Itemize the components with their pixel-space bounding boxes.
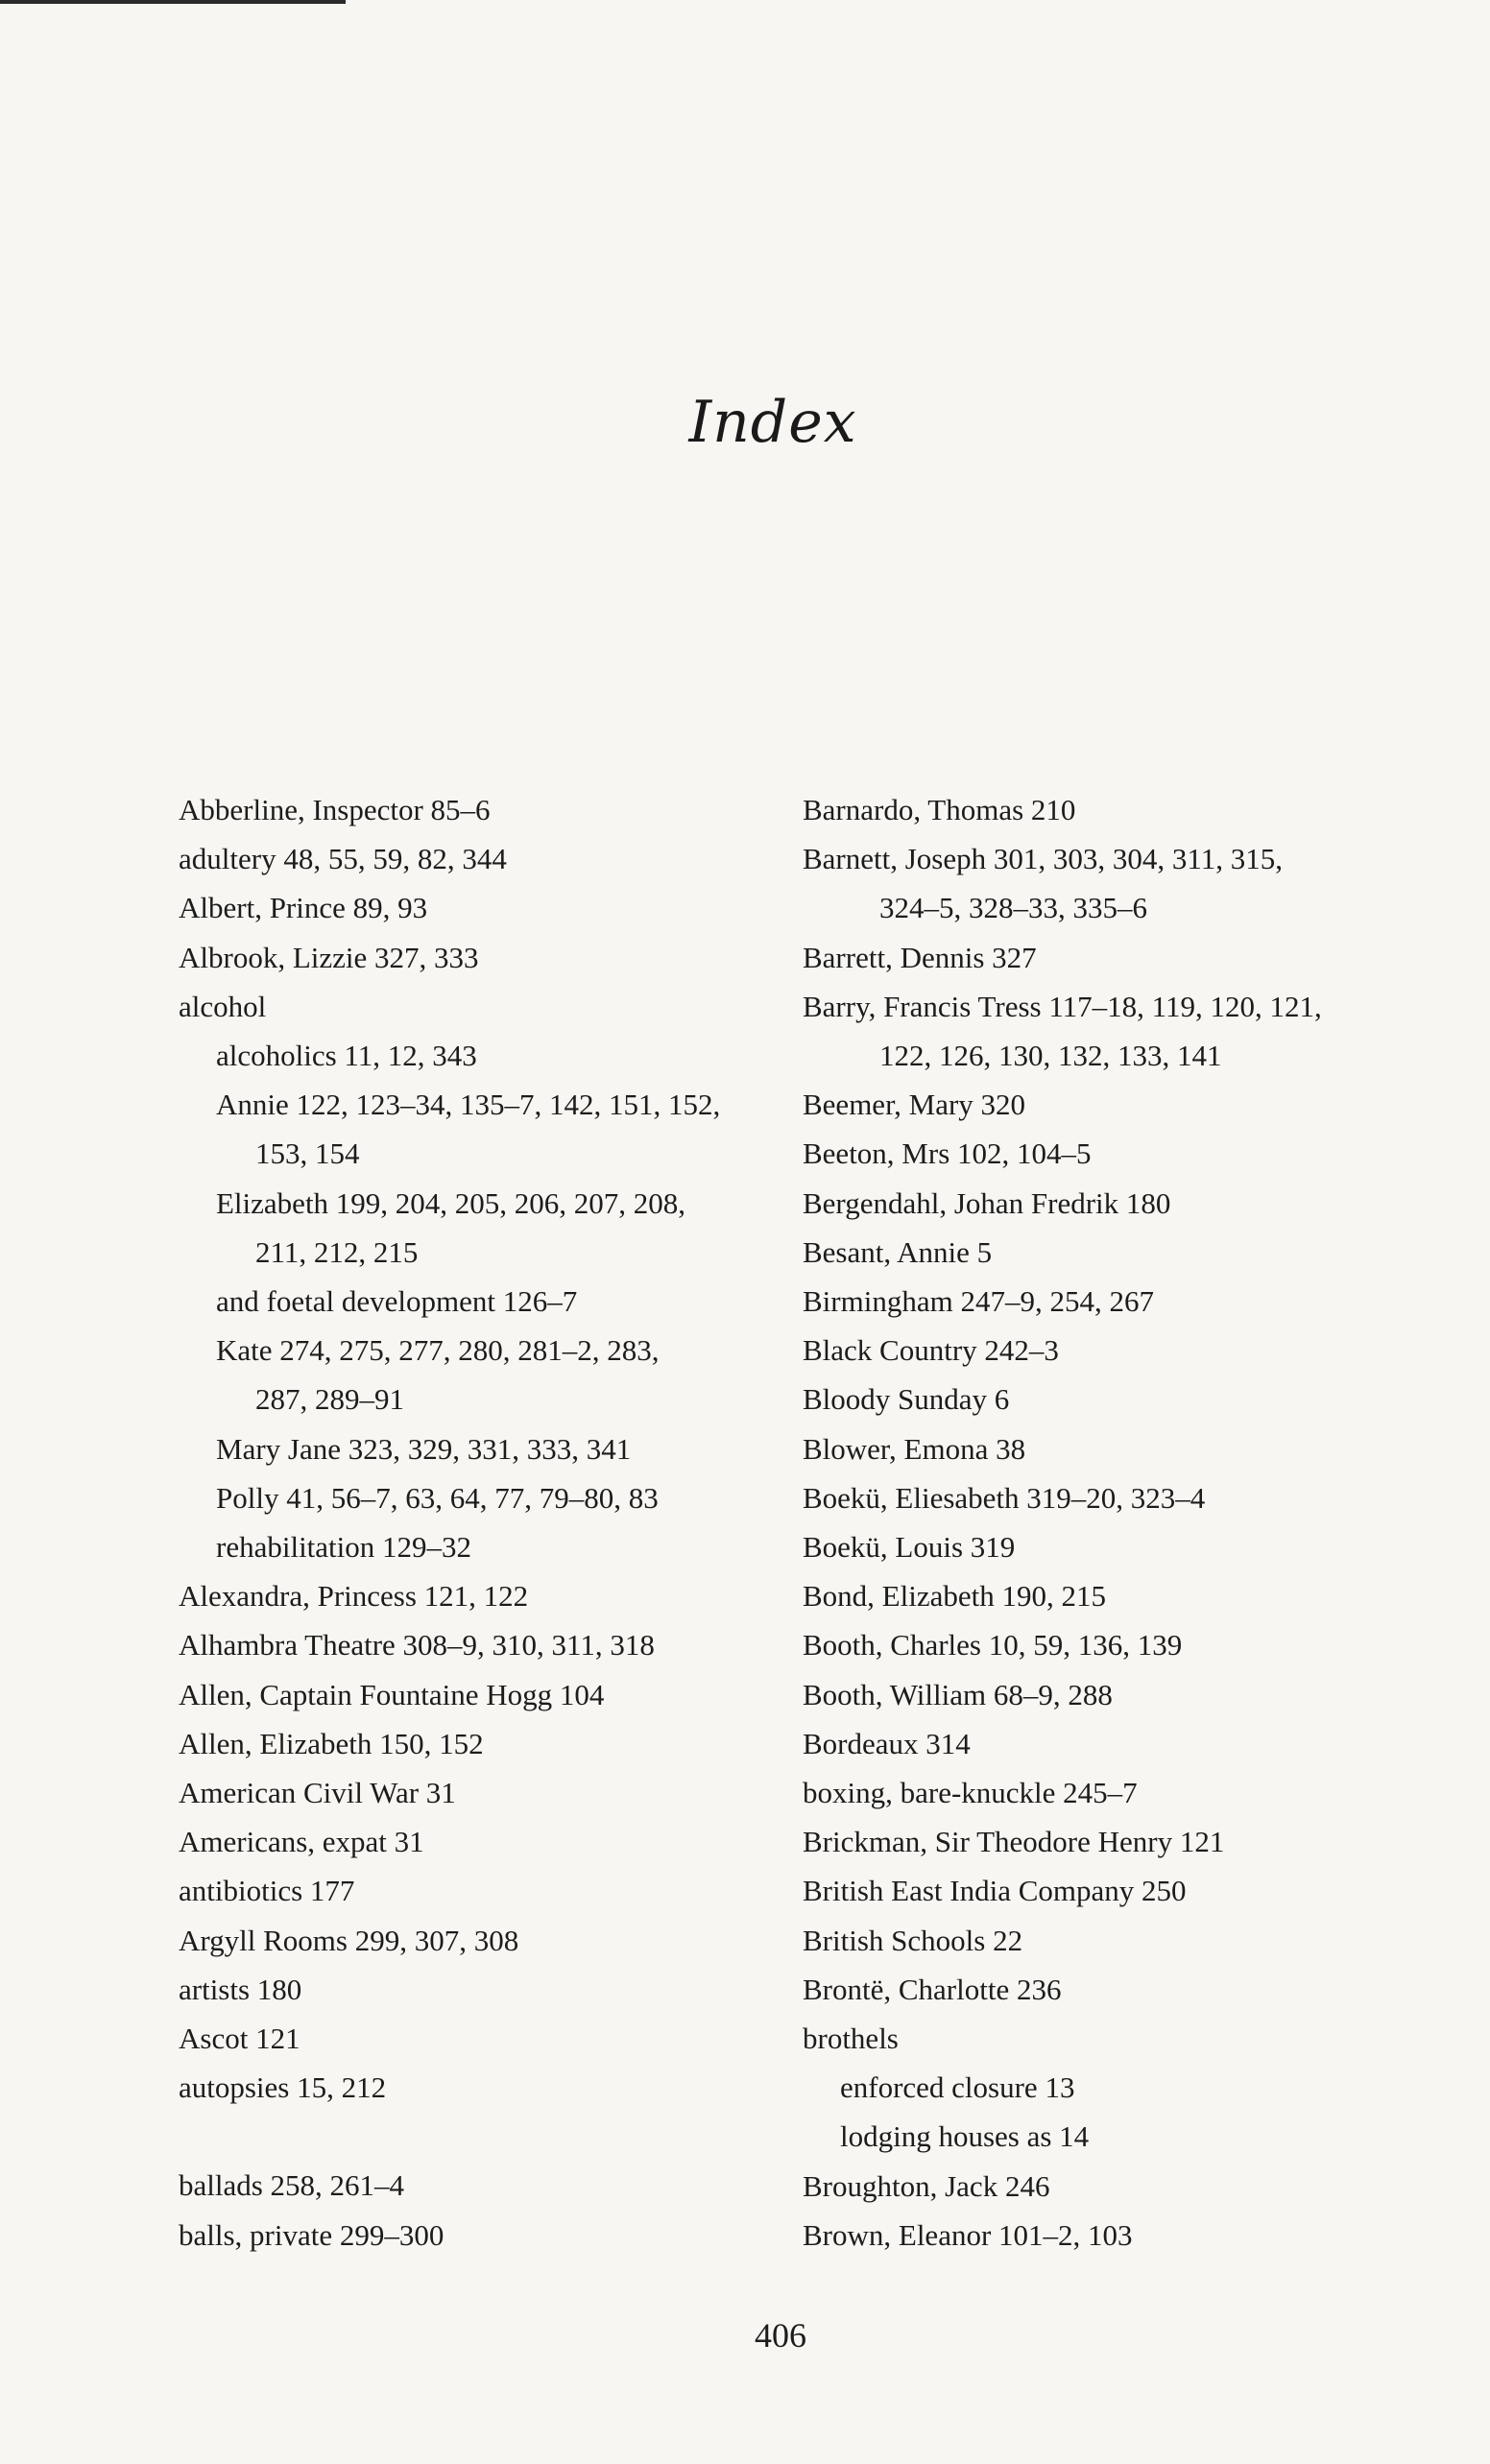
index-entry: Beemer, Mary 320	[803, 1088, 1026, 1122]
index-entry: Alexandra, Princess 121, 122	[179, 1579, 529, 1614]
index-entry: Besant, Annie 5	[803, 1234, 993, 1269]
index-entry: Allen, Captain Fountaine Hogg 104	[179, 1677, 605, 1711]
index-entry: alcohol	[179, 989, 267, 1023]
index-subentry: Elizabeth 199, 204, 205, 206, 207, 208,	[216, 1185, 686, 1220]
index-entry: Brickman, Sir Theodore Henry 121	[803, 1825, 1225, 1859]
index-entry: Brown, Eleanor 101–2, 103	[803, 2217, 1133, 2252]
index-entry: Boekü, Eliesabeth 319–20, 323–4	[803, 1480, 1206, 1515]
index-entry: Birmingham 247–9, 254, 267	[803, 1284, 1154, 1319]
index-entry: Brontë, Charlotte 236	[803, 1972, 1062, 2006]
page-title: Index	[688, 389, 857, 456]
index-entry: British East India Company 250	[803, 1874, 1187, 1908]
index-entry: Allen, Elizabeth 150, 152	[179, 1726, 484, 1760]
index-entry: Bloody Sunday 6	[803, 1382, 1010, 1417]
index-entry: Barrett, Dennis 327	[803, 940, 1037, 974]
index-entry: boxing, bare-knuckle 245–7	[803, 1776, 1138, 1810]
index-entry: Barnardo, Thomas 210	[803, 793, 1076, 826]
index-entry-continuation: 153, 154	[255, 1136, 360, 1171]
index-entry: Black Country 242–3	[803, 1333, 1059, 1368]
index-entry: Bond, Elizabeth 190, 215	[803, 1579, 1106, 1614]
index-entry: Barnett, Joseph 301, 303, 304, 311, 315,	[803, 842, 1283, 876]
index-subentry: alcoholics 11, 12, 343	[216, 1039, 477, 1073]
index-entry: Americans, expat 31	[179, 1825, 424, 1859]
index-entry: adultery 48, 55, 59, 82, 344	[179, 842, 507, 876]
index-subentry: Kate 274, 275, 277, 280, 281–2, 283,	[216, 1333, 660, 1368]
index-entry: Boekü, Louis 319	[803, 1530, 1016, 1565]
index-entry: Ascot 121	[179, 2021, 300, 2056]
index-entry: American Civil War 31	[179, 1776, 456, 1810]
index-column-right	[803, 785, 1398, 2260]
index-entry: Albert, Prince 89, 93	[179, 891, 428, 925]
index-entry: ballads 258, 261–4	[179, 2168, 405, 2203]
index-entry: Bordeaux 314	[803, 1726, 971, 1760]
index-entry: autopsies 15, 212	[179, 2070, 387, 2105]
index-subentry: Mary Jane 323, 329, 331, 333, 341	[216, 1431, 632, 1466]
index-entry: Booth, William 68–9, 288	[803, 1677, 1113, 1711]
index-entry-continuation: 211, 212, 215	[255, 1234, 419, 1269]
index-entry: Alhambra Theatre 308–9, 310, 311, 318	[179, 1628, 655, 1663]
index-entry: British Schools 22	[803, 1923, 1023, 1957]
index-entry-continuation: 287, 289–91	[255, 1382, 404, 1417]
index-subentry: and foetal development 126–7	[216, 1284, 578, 1319]
index-entry: Barry, Francis Tress 117–18, 119, 120, 121,	[803, 989, 1322, 1023]
page-number: 406	[755, 2316, 806, 2355]
index-subentry: Annie 122, 123–34, 135–7, 142, 151, 152,	[216, 1088, 721, 1122]
index-entry: Albrook, Lizzie 327, 333	[179, 940, 479, 974]
index-entry-continuation: 122, 126, 130, 132, 133, 141	[879, 1039, 1222, 1073]
index-entry: artists 180	[179, 1972, 302, 2006]
index-entry: antibiotics 177	[179, 1874, 355, 1908]
index-subentry: Polly 41, 56–7, 63, 64, 77, 79–80, 83	[216, 1480, 659, 1515]
index-entry: Broughton, Jack 246	[803, 2168, 1050, 2203]
index-entry: Argyll Rooms 299, 307, 308	[179, 1923, 519, 1957]
index-entry: Beeton, Mrs 102, 104–5	[803, 1136, 1092, 1171]
index-subentry: rehabilitation 129–32	[216, 1530, 472, 1565]
index-entry: Blower, Emona 38	[803, 1431, 1026, 1466]
index-subentry: enforced closure 13	[840, 2070, 1075, 2105]
index-entry-continuation: 324–5, 328–33, 335–6	[879, 891, 1147, 925]
page-edge-shadow	[0, 0, 346, 4]
index-column-left	[179, 785, 793, 2260]
index-entry: Abberline, Inspector 85–6	[179, 793, 491, 826]
index-entry: Booth, Charles 10, 59, 136, 139	[803, 1628, 1183, 1663]
index-entry: balls, private 299–300	[179, 2217, 445, 2252]
index-entry: brothels	[803, 2021, 899, 2056]
index-entry: Bergendahl, Johan Fredrik 180	[803, 1185, 1171, 1220]
index-subentry: lodging houses as 14	[840, 2119, 1090, 2154]
